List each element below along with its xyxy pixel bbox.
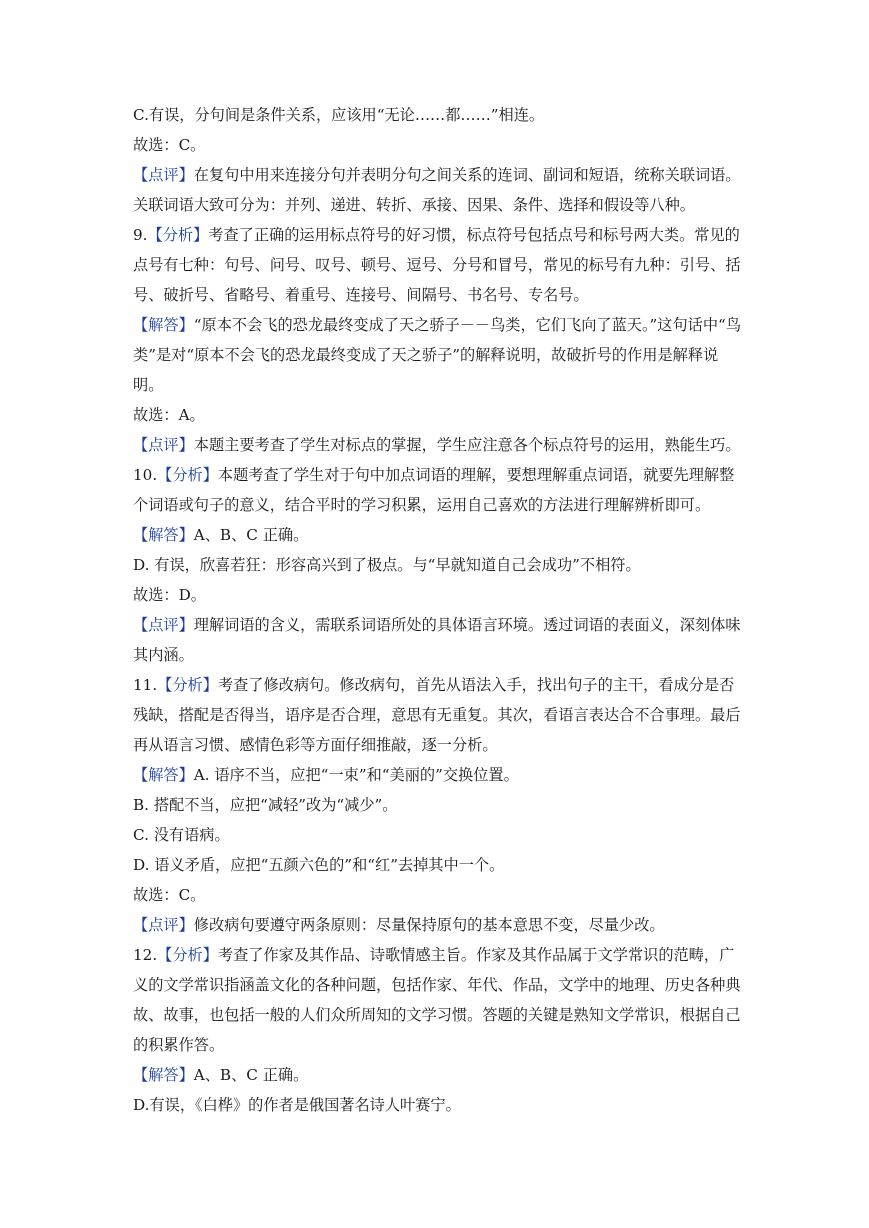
text-line (133, 220, 759, 250)
line-text: 考查了作家及其作品、诗歌情感主旨。作家及其作品属于文学常识的范畴，广 (217, 946, 735, 964)
section-tag: 【解答】 (133, 766, 194, 784)
line-text: 理解词语的含义，需联系词语所处的具体语言环境。透过词语的表面义，深刻体味 (193, 616, 741, 634)
text-line (133, 580, 759, 610)
text-line (133, 790, 759, 820)
line-text: B. 搭配不当，应把“减轻”改为“减少”。 (133, 796, 398, 814)
text-line (133, 670, 759, 700)
line-text: 关联词语大致可分为：并列、递进、转折、承接、因果、条件、选择和假设等八种。 (133, 196, 695, 214)
line-text: 号、破折号、省略号、着重号、连接号、间隔号、书名号、专名号。 (133, 286, 589, 304)
text-line (133, 970, 759, 1000)
text-line (133, 490, 759, 520)
line-text: 故选：A。 (133, 406, 205, 424)
line-text: 残缺，搭配是否得当，语序是否合理，意思有无重复。其次，看语言表达合不合事理。最后 (133, 706, 741, 724)
question-number: 9. (133, 226, 148, 244)
line-text: 本题主要考查了学生对标点的掌握，学生应注意各个标点符号的运用，熟能生巧。 (193, 436, 741, 454)
question-number: 10. (133, 466, 158, 484)
text-line (133, 160, 759, 190)
section-tag: 【分析】 (147, 226, 209, 244)
text-line (133, 520, 759, 550)
text-line (133, 340, 759, 370)
text-line (133, 190, 759, 220)
text-line (133, 280, 759, 310)
line-text: 本题考查了学生对于句中加点词语的理解，要想理解重点词语，就要先理解整 (217, 466, 735, 484)
text-line (133, 760, 759, 790)
question-number: 11. (133, 676, 158, 694)
text-line (133, 880, 759, 910)
text-line (133, 250, 759, 280)
text-line (133, 100, 759, 130)
line-text: 明。 (133, 376, 164, 394)
line-text: 的积累作答。 (133, 1036, 225, 1054)
section-tag: 【解答】 (133, 316, 194, 334)
text-line (133, 850, 759, 880)
section-tag: 【点评】 (133, 436, 194, 454)
line-text: 考查了正确的运用标点符号的好习惯，标点符号包括点号和标号两大类。常见的 (208, 226, 740, 244)
text-line (133, 1000, 759, 1030)
text-line (133, 1090, 759, 1120)
line-text: 故选：C。 (133, 886, 206, 904)
line-text: 在复句中用来连接分句并表明分句之间关系的连词、副词和短语，统称关联词语。 (193, 166, 741, 184)
line-text: 故选：C。 (133, 136, 206, 154)
text-line (133, 820, 759, 850)
text-line (133, 460, 759, 490)
line-text: 点号有七种：句号、问号、叹号、顿号、逗号、分号和冒号，常见的标号有九种：引号、括 (133, 256, 741, 274)
line-text: 考查了修改病句。修改病句，首先从语法入手，找出句子的主干，看成分是否 (217, 676, 735, 694)
text-line (133, 310, 759, 340)
line-text: 个词语或句子的意义，结合平时的学习积累，运用自己喜欢的方法进行理解辨析即可。 (133, 496, 711, 514)
text-line (133, 610, 759, 640)
section-tag: 【解答】 (133, 1066, 194, 1084)
line-text: 其内涵。 (133, 646, 194, 664)
line-text: D. 有误，欣喜若狂：形容高兴到了极点。与“早就知道自己会成功”不相符。 (133, 556, 641, 574)
line-text: D. 语义矛盾，应把“五颜六色的”和“红”去掉其中一个。 (133, 856, 505, 874)
text-line (133, 430, 759, 460)
text-line (133, 910, 759, 940)
text-line (133, 400, 759, 430)
section-tag: 【点评】 (133, 916, 194, 934)
text-line (133, 370, 759, 400)
line-text: 再从语言习惯、感情色彩等方面仔细推敲，逐一分析。 (133, 736, 498, 754)
section-tag: 【点评】 (133, 616, 194, 634)
question-number: 12. (133, 946, 158, 964)
line-text: A. 语序不当，应把“一束”和“美丽的”交换位置。 (193, 766, 519, 784)
section-tag: 【点评】 (133, 166, 194, 184)
section-tag: 【解答】 (133, 526, 194, 544)
text-line (133, 940, 759, 970)
line-text: 故、故事，也包括一般的人们众所周知的文学习惯。答题的关键是熟知文学常识，根据自己 (133, 1006, 741, 1024)
line-text: 类”是对“原本不会飞的恐龙最终变成了天之骄子”的解释说明，故破折号的作用是解释说 (133, 346, 719, 364)
text-line (133, 1030, 759, 1060)
text-line (133, 730, 759, 760)
section-tag: 【分析】 (157, 466, 218, 484)
line-text: D.有误，《白桦》的作者是俄国著名诗人叶赛宁。 (133, 1096, 461, 1114)
text-line (133, 130, 759, 160)
line-text: “原本不会飞的恐龙最终变成了天之骄子－－鸟类，它们飞向了蓝天。”这句话中“鸟 (193, 316, 742, 334)
line-text: A、B、C 正确。 (193, 526, 309, 544)
section-tag: 【分析】 (157, 946, 218, 964)
line-text: C.有误，分句间是条件关系，应该用“无论……都……”相连。 (133, 106, 545, 124)
text-line (133, 700, 759, 730)
line-text: 修改病句要遵守两条原则：尽量保持原句的基本意思不变，尽量少改。 (193, 916, 665, 934)
line-text: C. 没有语病。 (133, 826, 230, 844)
text-line (133, 550, 759, 580)
text-line (133, 640, 759, 670)
text-line (133, 1060, 759, 1090)
line-text: 义的文学常识指涵盖文化的各种问题，包括作家、年代、作品，文学中的地理、历史各种典 (133, 976, 741, 994)
section-tag: 【分析】 (157, 676, 218, 694)
line-text: 故选：D。 (133, 586, 206, 604)
line-text: A、B、C 正确。 (193, 1066, 309, 1084)
